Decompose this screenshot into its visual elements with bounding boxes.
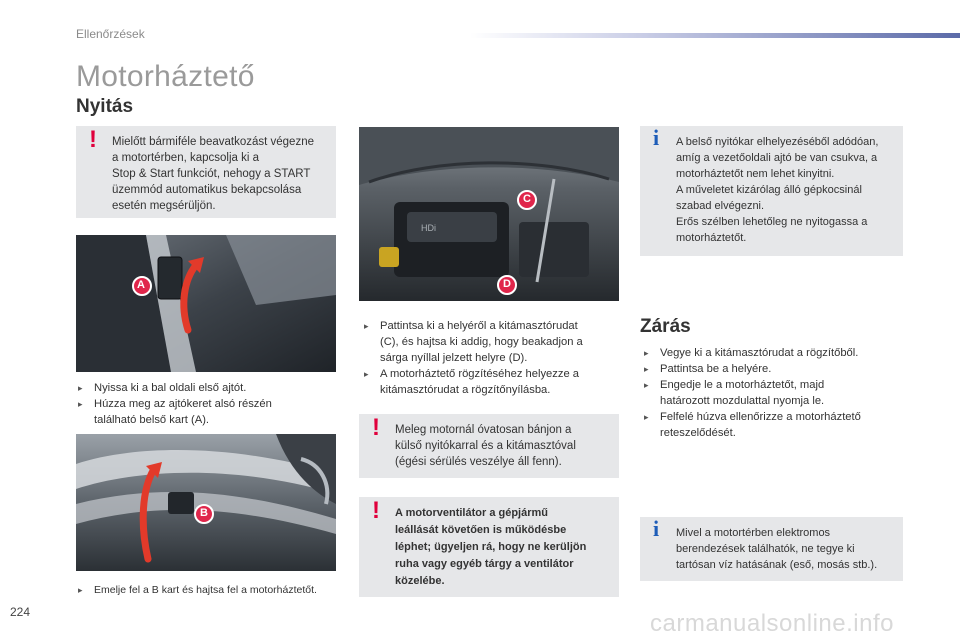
warning-box-hot-engine xyxy=(359,414,619,478)
heading-nyitas: Nyitás xyxy=(76,96,134,117)
warning-icon: ! xyxy=(372,414,380,441)
steps-a-list xyxy=(76,380,336,428)
callout-label-d: D xyxy=(503,278,511,290)
section-title: Ellenőrzések xyxy=(76,27,145,41)
steps-c-list xyxy=(362,318,622,398)
watermark: carmanualsonline.info xyxy=(650,610,894,637)
header-gradient-bar xyxy=(470,33,960,38)
info-box-lever-location xyxy=(640,126,903,256)
list-item-continuation: (C), és hajtsa ki addig, hogy beakadjon a xyxy=(380,336,583,348)
list-item: ▸ Felfelé húzva ellenőrizze a motorháztető xyxy=(642,409,907,425)
list-item-continuation: sárga nyíllal jelzett helyre (D). xyxy=(380,352,528,364)
list-item: ▸ Engedje le a motorháztetőt, majd xyxy=(642,377,907,393)
warning-text: Mielőtt bármiféle beavatkozást végezne a motortérben, kapcsolja ki a Stop & Start funkciót, nehogy a START üzemmód automatikus bekapcsolása esetén megsérüljön. xyxy=(112,136,314,212)
callout-label-c: C xyxy=(523,193,531,205)
list-item-continuation: határozott mozdulattal nyomja le. xyxy=(660,395,825,407)
info-box-water xyxy=(640,517,903,581)
list-item: ▸ Emelje fel a B kart és hajtsa fel a motorháztetőt. xyxy=(76,582,346,598)
list-item-continuation: reteszelődését. xyxy=(660,427,736,439)
warning-icon: ! xyxy=(372,497,380,524)
image-front-lever xyxy=(76,434,336,571)
info-icon: i xyxy=(653,516,660,541)
info-icon: i xyxy=(653,125,660,150)
callout-label-a: A xyxy=(137,279,145,291)
warning-box-fan xyxy=(359,497,619,597)
list-item: ▸ Pattintsa be a helyére. xyxy=(642,361,907,377)
steps-zaras-list xyxy=(642,345,907,441)
callout-label-b: B xyxy=(200,507,208,519)
svg-text:HDi: HDi xyxy=(421,223,436,233)
info-text: A belső nyitókar elhelyezéséből adódóan, amíg a vezetőoldali ajtó be van csukva, a motorháztetőt nem lehet kinyitni. A műveletet kizárólag álló gépkocsinál szabad elvégezni. Erős szélben lehetőleg ne nyitogassa a motorháztetőt. xyxy=(676,136,879,244)
page-number: 224 xyxy=(10,605,31,619)
list-item: ▸ Pattintsa ki a helyéről a kitámasztórudat xyxy=(362,318,622,334)
warning-icon: ! xyxy=(89,126,97,153)
list-item: ▸ Nyissa ki a bal oldali első ajtót. xyxy=(76,380,336,396)
image-interior-lever xyxy=(76,235,336,372)
heading-zaras: Zárás xyxy=(640,316,691,337)
warning-text: Meleg motornál óvatosan bánjon a külső nyitókarral és a kitámasztóval (égési sérülés veszélye áll fenn). xyxy=(395,424,576,468)
list-item: ▸ Húzza meg az ajtókeret alsó részén xyxy=(76,396,336,412)
list-item-continuation: található belső kart (A). xyxy=(94,414,210,426)
image-engine-bay xyxy=(359,127,619,301)
list-item-continuation: kitámasztórudat a rögzítőnyílásba. xyxy=(380,384,551,396)
info-text: Mivel a motortérben elektromos berendezések találhatók, ne tegye ki tartósan víz hatásának (eső, mosás stb.). xyxy=(676,527,878,571)
warning-box-stop-start xyxy=(76,126,336,218)
warning-text: A motorventilátor a gépjármű leállását követően is működésbe léphet; ügyeljen rá, hogy ne kerüljön ruha vagy egyéb tárgy a ventilátor közelébe. xyxy=(395,507,587,587)
list-item: ▸ Vegye ki a kitámasztórudat a rögzítőből. xyxy=(642,345,907,361)
list-item: ▸ A motorháztető rögzítéséhez helyezze a xyxy=(362,366,622,382)
steps-b-list xyxy=(76,582,346,598)
page-title: Motorháztető xyxy=(76,60,255,93)
